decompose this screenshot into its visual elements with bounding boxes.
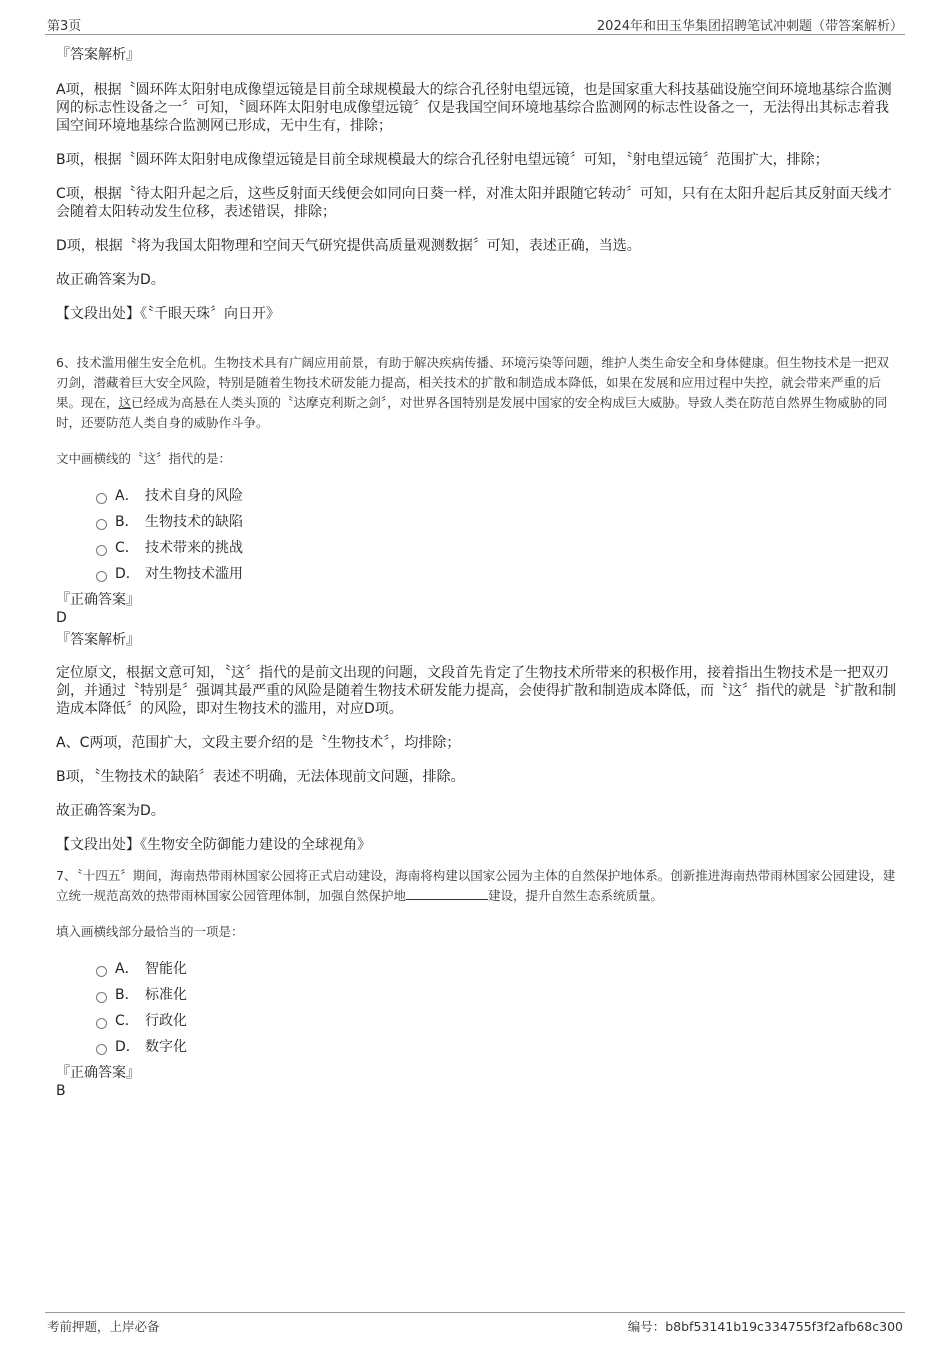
option-b[interactable]: B． 标准化 <box>96 982 896 1008</box>
question-6-prompt: 文中画横线的〝这〞指代的是： <box>56 451 232 466</box>
page-header <box>45 12 905 35</box>
correct-answer: B <box>56 1083 66 1099</box>
analysis-option-b: B项，根据〝圆环阵太阳射电成像望远镜是目前全球规模最大的综合孔径射电望远镜〞可知，〝射电望远镜〞范围扩大，排除； <box>56 152 829 168</box>
analysis-paragraph-2: A、C两项，范围扩大，文段主要介绍的是〝生物技术〞，均排除； <box>56 735 461 751</box>
conclusion: 故正确答案为D。 <box>56 272 165 288</box>
conclusion: 故正确答案为D。 <box>56 803 165 819</box>
analysis-option-a: A项，根据〝圆环阵太阳射电成像望远镜是目前全球规模最大的综合孔径射电望远镜，也是国家重大科技基础设施空间环境地基综合监测网的标志性设备之一〞可知，〝圆环阵太阳射电成像望远镜〞仅是我国空间环境地基综合监测网的标志性设备之一，无法得出其标志着我国空间环境地基综合监测网已形成，无中生有，排除； <box>56 82 892 134</box>
radio-icon[interactable] <box>96 519 107 530</box>
page-content <box>56 46 896 1100</box>
analysis-label: 『答案解析』 <box>56 47 140 63</box>
page-number: 第3页 <box>47 19 82 34</box>
correct-answer-label: 『正确答案』 <box>56 592 140 608</box>
analysis-option-c: C项，根据〝待太阳升起之后，这些反射面天线便会如同向日葵一样，对准太阳并跟随它转动〞可知，只有在太阳升起后其反射面天线才会随着太阳转动发生位移，表述错误，排除； <box>56 186 892 220</box>
analysis-label: 『答案解析』 <box>56 632 140 648</box>
question-7-prompt: 填入画横线部分最恰当的一项是： <box>56 924 244 939</box>
radio-icon[interactable] <box>96 966 107 977</box>
underlined-word: 这 <box>118 395 132 410</box>
question-6-options <box>96 483 896 587</box>
option-c[interactable]: C． 技术带来的挑战 <box>96 535 896 561</box>
radio-icon[interactable] <box>96 571 107 582</box>
question-6-stem: 6、技术滥用催生安全危机。生物技术具有广阔应用前景，有助于解决疾病传播、环境污染等问题，维护人类生命安全和身体健康。但生物技术是一把双刃剑，潜藏着巨大安全风险，特别是随着生物技术研发能力提高，相关技术的扩散和制造成本降低，如果在发展和应用过程中失控，就会带来严重的后果。现在，这已经成为高悬在人类头顶的〝达摩克利斯之剑〞，对世界各国特别是发展中国家的安全构成巨大威胁。导致人类在防范自然界生物威胁的同时，还要防范人类自身的威胁作斗争。 <box>56 355 889 430</box>
option-a[interactable]: A． 智能化 <box>96 956 896 982</box>
source: 【文段出处】《生物安全防御能力建设的全球视角》 <box>56 837 371 853</box>
analysis-paragraph-3: B项，〝生物技术的缺陷〞表述不明确，无法体现前文问题，排除。 <box>56 769 465 785</box>
analysis-option-d: D项，根据〝将为我国太阳物理和空间天气研究提供高质量观测数据〞可知，表述正确，当选。 <box>56 238 641 254</box>
option-b[interactable]: B． 生物技术的缺陷 <box>96 509 896 535</box>
footer-slogan: 考前押题，上岸必备 <box>47 1319 160 1334</box>
radio-icon[interactable] <box>96 1018 107 1029</box>
correct-answer: D <box>56 610 67 626</box>
correct-answer-label: 『正确答案』 <box>56 1065 140 1081</box>
analysis-paragraph-1: 定位原文，根据文意可知，〝这〞指代的是前文出现的问题，文段首先肯定了生物技术所带来的积极作用，接着指出生物技术是一把双刃剑，并通过〝特别是〞强调其最严重的风险是随着生物技术研发能力提高，会使得扩散和制造成本降低，而〝这〞指代的就是〝扩散和制造成本降低〞的风险，即对生物技术的滥用，对应D项。 <box>56 665 896 717</box>
source: 【文段出处】《〝千眼天珠〞向日开》 <box>56 306 280 322</box>
option-d[interactable]: D． 对生物技术滥用 <box>96 561 896 587</box>
page-footer <box>45 1312 905 1337</box>
question-7-stem: 7、〝十四五〞期间，海南热带雨林国家公园将正式启动建设，海南将构建以国家公园为主体的自然保护地体系。创新推进海南热带雨林国家公园建设，建立统一规范高效的热带雨林国家公园管理体制，加强自然保护地 建设，提升自然生态系统质量。 <box>56 868 896 903</box>
question-7-options <box>96 956 896 1060</box>
radio-icon[interactable] <box>96 545 107 556</box>
option-c[interactable]: C． 行政化 <box>96 1008 896 1034</box>
document-title: 2024年和田玉华集团招聘笔试冲刺题（带答案解析） <box>596 19 903 34</box>
document-serial: 编号：b8bf53141b19c334755f3f2afb68c300 <box>627 1319 903 1334</box>
radio-icon[interactable] <box>96 1044 107 1055</box>
option-a[interactable]: A． 技术自身的风险 <box>96 483 896 509</box>
fill-blank <box>406 886 488 900</box>
option-d[interactable]: D． 数字化 <box>96 1034 896 1060</box>
radio-icon[interactable] <box>96 493 107 504</box>
radio-icon[interactable] <box>96 992 107 1003</box>
